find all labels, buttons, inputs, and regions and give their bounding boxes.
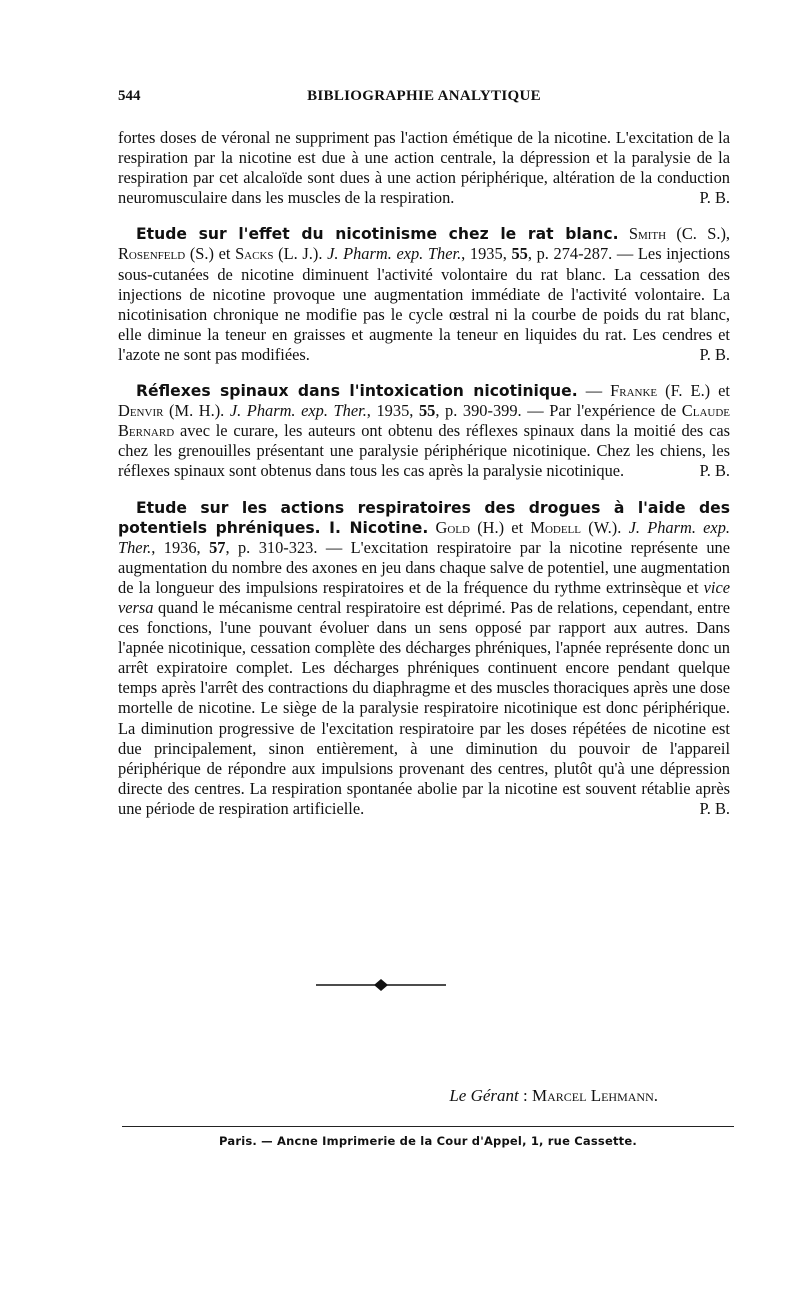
journal-name: J. Pharm. exp. Ther. — [229, 401, 367, 421]
imprint-line: Paris. — Ancne Imprimerie de la Cour d'Appel, 1, rue Cassette. — [219, 1134, 637, 1148]
abstract-text: quand le mécanisme central respiratoire est déprimé. Pas de relations, cependant, entre ces fonctions, l'une pouvant évoluer dans un sens opposé par rapport aux autres. Dans l'apnée nicotinique, cessation complète des décharges phréniques, l'apnée représente donc un arrêt expiratoire complet. Les décharges phréniques continuent encore pendant quelque temps après l'arrêt des contractions du diaphragme et des muscles thoraciques après une dose mortelle de nicotine. Le siège de la paralysie respiratoire nicotinique est donc périphérique. La diminution progressive de l'excitation respiratoire par les doses répétées de nicotine est due principalement, sinon entièrement, à une diminution du pouvoir de l'appareil périphérique de répondre aux impulsions provenant des centres, plutôt qu'à une dépression directe des centres. La respiration spontanée abolie par la nicotine est souvent rétablie après une période de respiration artificielle. — [118, 597, 730, 818]
bibliography-entry-3 — [118, 498, 730, 820]
running-head — [118, 88, 730, 110]
author-initials: (L. J.). — [273, 244, 328, 264]
footer-rule — [122, 1126, 734, 1127]
author-initials: (S.) et — [185, 244, 236, 264]
entry-paragraph — [118, 224, 730, 365]
gerant-line — [118, 1086, 658, 1106]
author-initials: (C. S.), — [666, 224, 730, 244]
entry-paragraph — [118, 498, 730, 820]
page-range: , p. 390-399. — [435, 401, 522, 421]
author-name: Smith — [628, 224, 667, 244]
author-name: Franke — [610, 381, 658, 401]
abstract-text: — Par l'expérience de — [521, 401, 682, 421]
author-name: Rosenfeld — [118, 244, 186, 264]
entry-title: Etude sur l'effet du nicotinisme chez le rat blanc. — [136, 225, 619, 244]
entry-title: Etude sur les actions respiratoires des drogues à l'aide des potentiels phréniques. I. Nicotine. — [118, 498, 730, 537]
author-name: Modell — [530, 517, 581, 537]
page-range: , p. 274-287. — [527, 244, 613, 264]
diamond-ornament-icon — [316, 978, 446, 992]
gerant-label: Le Gérant — [449, 1086, 519, 1105]
abstract-text: avec le curare, les auteurs ont obtenu des réflexes spinaux dans la moitié des cas chez les grenouilles présentant une paralysie périphérique nicotinique. Chez les chiens, les réflexes spinaux sont obtenus dans tous les cas après la paralysie nicotinique. — [118, 421, 730, 481]
author-name: Sacks — [235, 244, 274, 264]
volume-number: 55 — [511, 244, 528, 264]
author-name: Denvir — [118, 401, 164, 421]
bibliography-entry-1 — [118, 224, 730, 365]
running-title: BIBLIOGRAPHIE ANALYTIQUE — [307, 88, 541, 104]
signature: P. B. — [699, 344, 730, 364]
author-initials: (W.). — [581, 517, 629, 537]
continuation-text: fortes doses de véronal ne suppriment pas l'action émétique de la nicotine. L'excitation de la respiration par la nicotine est due à une action centrale, la dépression et la paralysie de la respiration par cet alcaloïde sont dues à une action périphérique, altération de la conduction neuromusculaire dans les muscles de la respiration. — [118, 128, 730, 208]
publication-year: , 1935, — [461, 244, 512, 264]
gerant-name: Marcel Lehmann. — [532, 1086, 658, 1105]
abstract-text: — Les injections sous-cutanées de nicotine diminuent l'activité volontaire du rat blanc. La cessation des injections de nicotine provoque une augmentation immédiate de l'activité volontaire. La nicotinisation chronique ne modifie pas le cycle œstral ni la courbe de poids du rat blanc, elle diminue la teneur en graisses et augmente la teneur en liquides du rat. Les cendres et l'azote ne sont pas modifiées. — [118, 244, 730, 364]
italic-phrase: vice versa — [118, 577, 730, 617]
publication-year: , 1935, — [366, 401, 419, 421]
page-number: 544 — [118, 88, 141, 104]
page-range: , p. 310-323. — [225, 537, 318, 557]
journal-name: J. Pharm. exp. Ther. — [118, 517, 731, 557]
gerant-separator: : — [518, 1086, 532, 1105]
publication-year: , 1936, — [151, 537, 210, 557]
abstract-text: — L'excitation respiratoire par la nicotine représente une augmentation du nombre des axones en jeu dans chaque salve de potentiel, une augmentation de la longueur des impulsions respiratoires et de la fréquence du rythme extrinsèque et — [118, 537, 730, 597]
continuation-paragraph — [118, 128, 730, 208]
volume-number: 57 — [209, 537, 226, 557]
entry-paragraph — [118, 381, 730, 481]
author-initials: (F. E.) et — [657, 381, 730, 401]
entry-title: Réflexes spinaux dans l'intoxication nicotinique. — [136, 382, 578, 401]
author-name: Gold — [428, 517, 470, 537]
signature: P. B. — [699, 188, 730, 208]
bibliography-entry-2 — [118, 381, 730, 481]
signature: P. B. — [699, 798, 730, 818]
volume-number: 55 — [418, 401, 436, 421]
text-body — [118, 128, 730, 819]
separator-dash: — — [577, 381, 611, 401]
author-initials: (M. H.). — [163, 401, 230, 421]
cited-person: Claude Bernard — [118, 401, 730, 441]
author-initials: (H.) et — [469, 517, 531, 537]
signature: P. B. — [699, 461, 730, 481]
journal-name: J. Pharm. exp. Ther. — [327, 244, 462, 264]
